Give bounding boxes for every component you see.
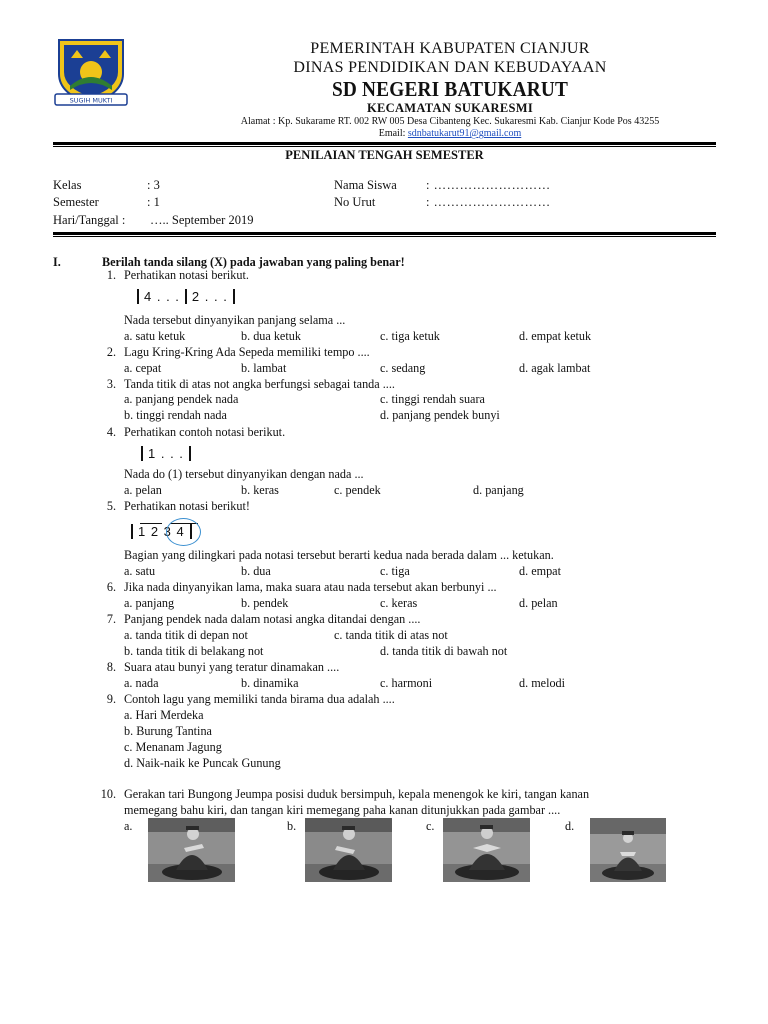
- info-divider-thin: [53, 236, 716, 237]
- dancer-photo-d[interactable]: [590, 818, 666, 882]
- q3-option-b[interactable]: b. tinggi rendah nada: [124, 408, 227, 422]
- q9-option-d[interactable]: d. Naik-naik ke Puncak Gunung: [124, 756, 281, 770]
- q2-option-c[interactable]: c. sedang: [380, 361, 426, 375]
- q6-option-c[interactable]: c. keras: [380, 596, 418, 610]
- q10-option-d[interactable]: d.: [565, 819, 575, 833]
- q6-option-d[interactable]: d. pelan: [519, 596, 558, 610]
- header-school-name: SD NEGERI BATUKARUT: [331, 77, 569, 101]
- header-address: Alamat : Kp. Sukarame RT. 002 RW 005 Desa Cibanteng Kec. Sukaresmi Kab. Cianjur Kode Pos 43255: [240, 116, 660, 127]
- tanggal-label: Hari/Tanggal :: [53, 213, 126, 227]
- q10-number: 10.: [100, 787, 116, 801]
- q9-text: Contoh lagu yang memiliki tanda birama dua adalah ....: [124, 692, 395, 706]
- q7-option-b[interactable]: b. tanda titik di belakang not: [124, 644, 264, 658]
- q1-option-b[interactable]: b. dua ketuk: [241, 329, 301, 343]
- q3-text: Tanda titik di atas not angka berfungsi sebagai tanda ....: [124, 377, 395, 391]
- q4-option-c[interactable]: c. pendek: [334, 483, 381, 497]
- q9-option-b[interactable]: b. Burung Tantina: [124, 724, 212, 738]
- header-government: PEMERINTAH KABUPATEN CIANJUR: [310, 40, 590, 57]
- q1-option-d[interactable]: d. empat ketuk: [519, 329, 592, 343]
- q6-text: Jika nada dinyanyikan lama, maka suara atau nada tersebut akan berbunyi ...: [124, 580, 497, 594]
- q7-text: Panjang pendek nada dalam notasi angka ditandai dengan ....: [124, 612, 421, 626]
- q7-number: 7.: [106, 612, 116, 626]
- kelas-value: : 3: [147, 178, 160, 192]
- q5-notation: 1 2 3 4: [126, 524, 197, 540]
- semester-label: Semester: [53, 195, 99, 209]
- semester-value: : 1: [147, 195, 160, 209]
- no-urut-field[interactable]: : ………………………: [426, 195, 551, 209]
- q3-option-c[interactable]: c. tinggi rendah suara: [380, 392, 485, 406]
- q9-number: 9.: [106, 692, 116, 706]
- q10-text: Gerakan tari Bungong Jeumpa posisi duduk bersimpuh, kepala menengok ke kiri, tangan kanan: [124, 787, 590, 801]
- q4-number: 4.: [106, 425, 116, 439]
- q8-option-b[interactable]: b. dinamika: [241, 676, 299, 690]
- header-department: DINAS PENDIDIKAN DAN KEBUDAYAAN: [293, 59, 607, 76]
- q1-notation: 4 . . . 2 . . .: [132, 289, 240, 305]
- header-email-line: [120, 128, 768, 140]
- header-district: KECAMATAN SUKARESMI: [366, 101, 533, 115]
- email-link[interactable]: sdnbatukarut91@gmail.com: [407, 128, 522, 139]
- q5-beam-left: [140, 523, 162, 524]
- q4-notation: 1 . . .: [136, 446, 196, 462]
- q10-option-b[interactable]: b.: [287, 819, 297, 833]
- q1-text2: Nada tersebut dinyanyikan panjang selama ...: [124, 313, 346, 327]
- q8-option-c[interactable]: c. harmoni: [380, 676, 433, 690]
- q6-number: 6.: [106, 580, 116, 594]
- q5-option-c[interactable]: c. tiga: [380, 564, 410, 578]
- q5-option-b[interactable]: b. dua: [241, 564, 271, 578]
- q4-option-a[interactable]: a. pelan: [124, 483, 162, 497]
- q7-option-d[interactable]: d. tanda titik di bawah not: [380, 644, 508, 658]
- dancer-photo-c[interactable]: [443, 818, 530, 882]
- q8-number: 8.: [106, 660, 116, 674]
- q2-option-d[interactable]: d. agak lambat: [519, 361, 591, 375]
- q5-number: 5.: [106, 499, 116, 513]
- q3-number: 3.: [106, 377, 116, 391]
- nama-siswa-field[interactable]: : ………………………: [426, 178, 551, 192]
- q4-option-d[interactable]: d. panjang: [473, 483, 524, 497]
- q6-option-a[interactable]: a. panjang: [124, 596, 175, 610]
- q2-text: Lagu Kring-Kring Ada Sepeda memiliki tempo ....: [124, 345, 370, 359]
- email-label: Email:: [378, 128, 406, 139]
- q4-option-b[interactable]: b. keras: [241, 483, 279, 497]
- q2-option-b[interactable]: b. lambat: [241, 361, 287, 375]
- no-urut-label: No Urut: [334, 195, 376, 209]
- q7-option-a[interactable]: a. tanda titik di depan not: [124, 628, 248, 642]
- q10-option-a[interactable]: a.: [124, 819, 133, 833]
- q4-text: Perhatikan contoh notasi berikut.: [124, 425, 286, 439]
- q5-option-d[interactable]: d. empat: [519, 564, 561, 578]
- q6-option-b[interactable]: b. pendek: [241, 596, 289, 610]
- q4-text2: Nada do (1) tersebut dinyanyikan dengan nada ...: [124, 467, 364, 481]
- q5-text2: Bagian yang dilingkari pada notasi tersebut berarti kedua nada berada dalam ... ketukan.: [124, 548, 554, 562]
- q5-highlight-circle: [166, 518, 201, 546]
- q1-text: Perhatikan notasi berikut.: [124, 268, 249, 282]
- q3-option-d[interactable]: d. panjang pendek bunyi: [380, 408, 500, 422]
- header-divider-thin: [53, 146, 716, 147]
- q5-text: Perhatikan notasi berikut!: [124, 499, 250, 513]
- q9-option-c[interactable]: c. Menanam Jagung: [124, 740, 222, 754]
- kelas-label: Kelas: [53, 178, 82, 192]
- q8-option-a[interactable]: a. nada: [124, 676, 159, 690]
- q1-number: 1.: [106, 268, 116, 282]
- dancer-photo-a[interactable]: [148, 818, 235, 882]
- q1-option-a[interactable]: a. satu ketuk: [124, 329, 186, 343]
- section-number: I.: [53, 255, 61, 269]
- tanggal-value: ….. September 2019: [150, 213, 254, 227]
- logo-ribbon-text: SUGIH MUKTI: [69, 96, 113, 105]
- dancer-photo-b[interactable]: [305, 818, 392, 882]
- q8-option-d[interactable]: d. melodi: [519, 676, 566, 690]
- q10-text2: memegang bahu kiri, dan tangan kiri memegang paha kanan ditunjukkan pada gambar ....: [124, 803, 561, 817]
- exam-title: PENILAIAN TENGAH SEMESTER: [285, 148, 484, 162]
- q7-option-c[interactable]: c. tanda titik di atas not: [334, 628, 448, 642]
- q1-option-c[interactable]: c. tiga ketuk: [380, 329, 440, 343]
- q10-option-c[interactable]: c.: [426, 819, 435, 833]
- nama-siswa-label: Nama Siswa: [334, 178, 397, 192]
- header-divider: [53, 142, 716, 145]
- q9-option-a[interactable]: a. Hari Merdeka: [124, 708, 204, 722]
- q3-option-a[interactable]: a. panjang pendek nada: [124, 392, 239, 406]
- q8-text: Suara atau bunyi yang teratur dinamakan ....: [124, 660, 340, 674]
- q2-number: 2.: [106, 345, 116, 359]
- q5-option-a[interactable]: a. satu: [124, 564, 156, 578]
- regency-logo-icon: [53, 36, 129, 108]
- section-instruction: Berilah tanda silang (X) pada jawaban yang paling benar!: [102, 255, 405, 269]
- info-divider: [53, 232, 716, 235]
- q2-option-a[interactable]: a. cepat: [124, 361, 162, 375]
